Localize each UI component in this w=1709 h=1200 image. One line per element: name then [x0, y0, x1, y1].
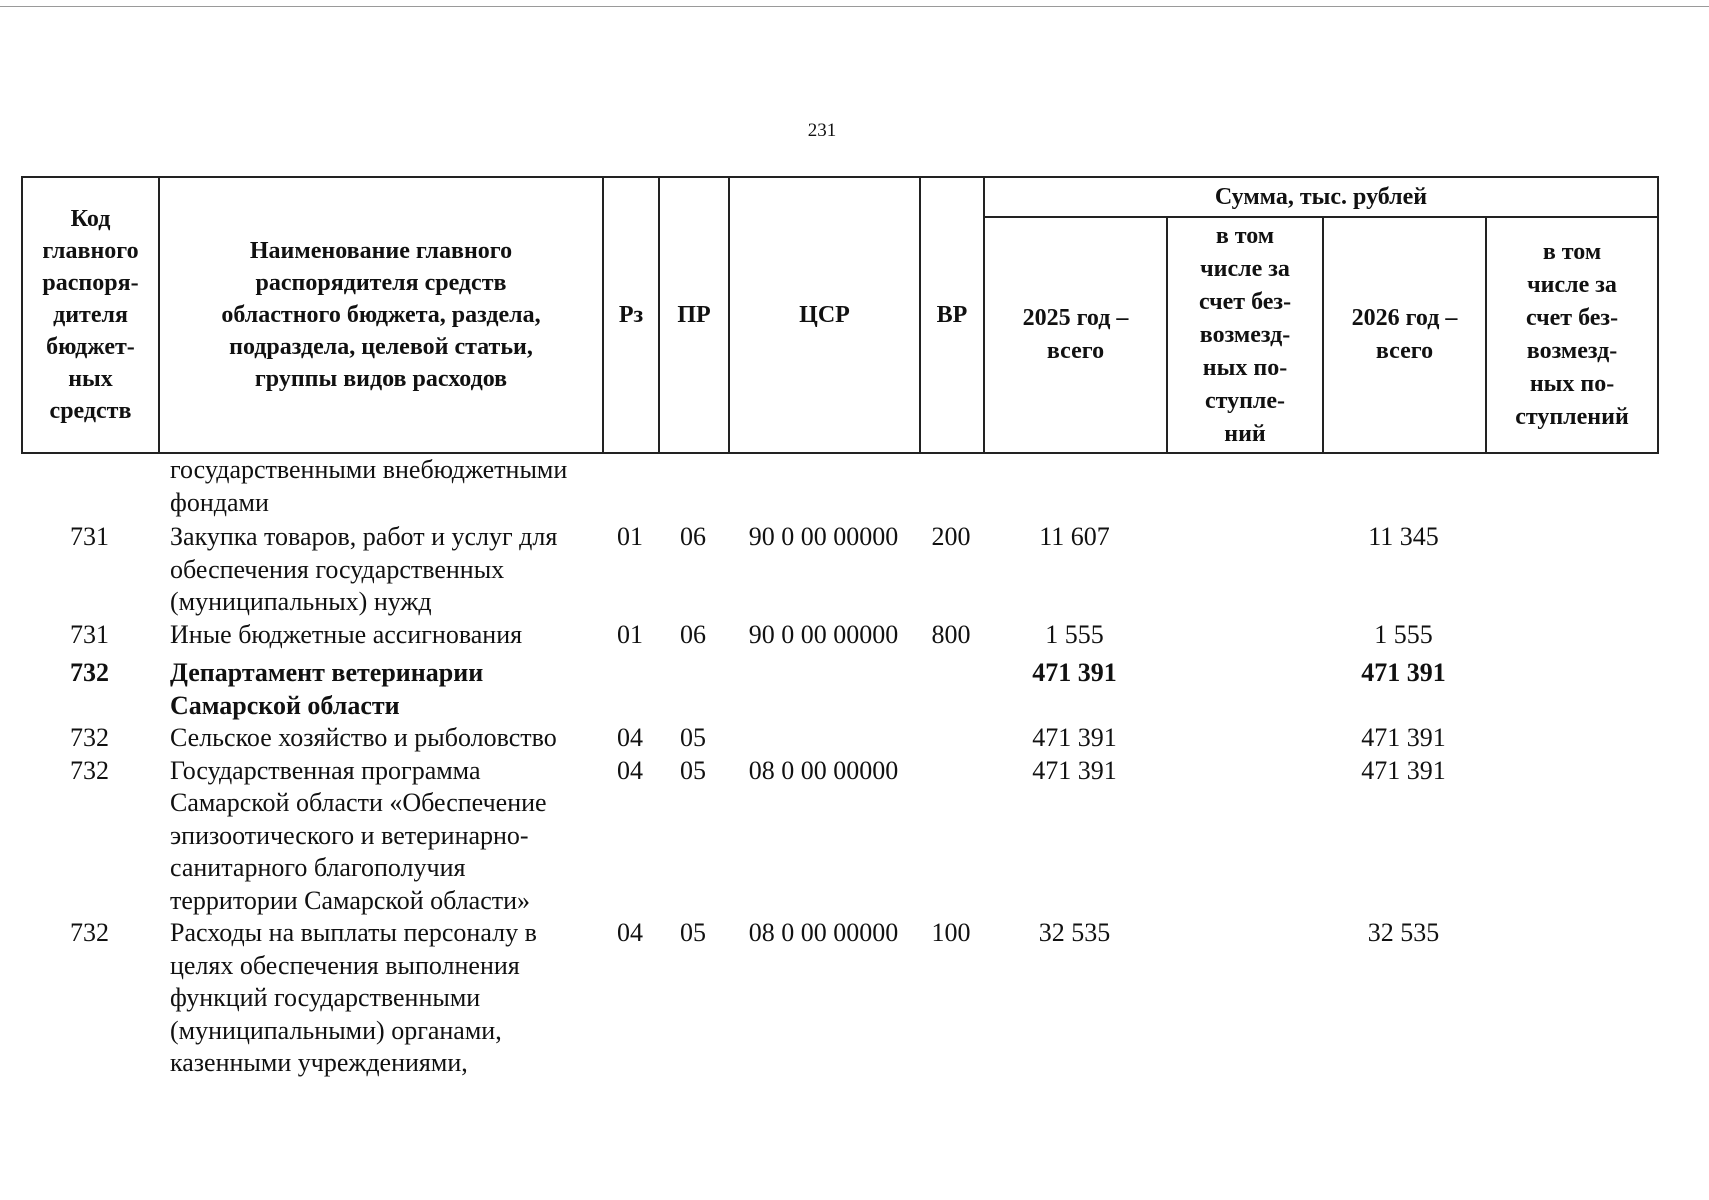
- cell-2025-free: [1166, 519, 1322, 619]
- cell-2026-free: [1485, 917, 1657, 1080]
- cell-name: Сельское хозяйство и рыболовство: [170, 723, 557, 752]
- cell-csr: 08 0 00 00000: [748, 918, 899, 947]
- cell-2025-free: [1166, 917, 1322, 1080]
- cell-code: 732: [70, 658, 109, 687]
- cell-2025-total: [983, 454, 1166, 519]
- cell-code: 732: [70, 755, 109, 785]
- cell-2025-free: [1166, 619, 1322, 652]
- cell-vr: [919, 454, 983, 519]
- cell-code: 731: [70, 619, 109, 649]
- cell-name: государственными внебюджетными фондами: [170, 455, 568, 517]
- cell-2026-total: 471 391: [1361, 755, 1446, 785]
- cell-2026-total: 11 345: [1368, 522, 1439, 551]
- cell-pr: 05: [680, 755, 706, 785]
- cell-code: [21, 454, 158, 519]
- cell-rz: 01: [617, 619, 643, 649]
- cell-name: Государственная программа Самарской области «Обеспечение эпизоотического и ветеринарно-санитарного благополучия территории Самарской области»: [170, 755, 547, 915]
- header-vr: ВР: [920, 177, 984, 453]
- cell-code: 731: [70, 522, 109, 551]
- header-2025-total: 2025 год – всего: [984, 217, 1167, 453]
- cell-csr: 90 0 00 00000: [748, 522, 899, 551]
- cell-name: Расходы на выплаты персоналу в целях обеспечения выполнения функций государственными (муниципальными) органами, казенными учреждениями,: [170, 918, 537, 1077]
- cell-rz: 04: [617, 755, 643, 785]
- cell-vr: 800: [931, 619, 971, 649]
- cell-2025-total: 471 391: [1032, 658, 1117, 687]
- cell-2026-free: [1485, 454, 1657, 519]
- cell-2026-total: 32 535: [1367, 918, 1440, 947]
- cell-rz: 01: [617, 522, 643, 551]
- cell-vr: [919, 755, 983, 918]
- cell-2025-free: [1166, 651, 1322, 722]
- cell-vr: [919, 722, 983, 755]
- cell-2026-free: [1485, 651, 1657, 722]
- cell-2026-free: [1485, 619, 1657, 652]
- cell-rz: [602, 651, 658, 722]
- header-code: Код главного распоря- дителя бюджет- ных средств: [22, 177, 159, 453]
- cell-2026-total: 1 555: [1374, 619, 1433, 649]
- cell-pr: 05: [680, 723, 706, 752]
- table-header: [21, 176, 1659, 454]
- cell-csr: [728, 722, 919, 755]
- table-row: [21, 722, 1657, 755]
- table-row: [21, 917, 1657, 1080]
- cell-pr: 06: [680, 619, 706, 649]
- table-body: [21, 454, 1657, 1080]
- header-csr: ЦСР: [729, 177, 920, 453]
- cell-2026-free: [1485, 755, 1657, 918]
- header-pr: ПР: [659, 177, 729, 453]
- header-rz: Рз: [603, 177, 659, 453]
- cell-name: Закупка товаров, работ и услуг для обеспечения государственных (муниципальных) нужд: [170, 522, 558, 616]
- cell-vr: 100: [931, 918, 971, 947]
- table-row: [21, 651, 1657, 722]
- table-row: [21, 519, 1657, 619]
- cell-2025-total: 11 607: [1039, 522, 1110, 551]
- cell-vr: 200: [931, 522, 971, 551]
- cell-2025-free: [1166, 454, 1322, 519]
- cell-pr: 05: [680, 918, 706, 947]
- cell-pr: 06: [680, 522, 706, 551]
- cell-2026-free: [1485, 519, 1657, 619]
- cell-code: 732: [70, 723, 109, 752]
- cell-2026-free: [1485, 722, 1657, 755]
- header-2026-total: 2026 год – всего: [1323, 217, 1486, 453]
- cell-2025-total: 32 535: [1038, 918, 1111, 947]
- cell-name: Иные бюджетные ассигнования: [170, 619, 523, 649]
- header-sum: Сумма, тыс. рублей: [984, 177, 1658, 217]
- cell-rz: [602, 454, 658, 519]
- table-row: [21, 454, 1657, 519]
- header-name: Наименование главного распорядителя средств областного бюджета, раздела, подраздела, целевой статьи, группы видов расходов: [159, 177, 603, 453]
- cell-rz: 04: [617, 918, 643, 947]
- header-2026-free: в том числе за счет без- возмезд- ных по- ступлений: [1486, 217, 1658, 453]
- cell-vr: [919, 651, 983, 722]
- table-row: [21, 619, 1657, 652]
- cell-csr: 08 0 00 00000: [748, 755, 899, 785]
- cell-2026-total: 471 391: [1361, 723, 1446, 752]
- cell-2025-free: [1166, 722, 1322, 755]
- cell-rz: 04: [617, 723, 643, 752]
- cell-2026-total: 471 391: [1361, 658, 1446, 687]
- top-rule: [0, 6, 1709, 7]
- cell-csr: [728, 454, 919, 519]
- cell-2026-total: [1322, 454, 1485, 519]
- page-number: 231: [807, 120, 837, 141]
- cell-csr: 90 0 00 00000: [748, 619, 899, 649]
- header-2025-free: в том числе за счет без- возмезд- ных по- ступле- ний: [1167, 217, 1323, 453]
- cell-code: 732: [70, 918, 109, 947]
- cell-name: Департамент ветеринарии Самарской области: [170, 658, 484, 720]
- table-row: [21, 755, 1657, 918]
- cell-pr: [658, 651, 728, 722]
- cell-2025-free: [1166, 755, 1322, 918]
- cell-2025-total: 471 391: [1032, 723, 1117, 752]
- cell-pr: [658, 454, 728, 519]
- cell-csr: [728, 651, 919, 722]
- cell-2025-total: 471 391: [1032, 755, 1117, 785]
- cell-2025-total: 1 555: [1045, 619, 1104, 649]
